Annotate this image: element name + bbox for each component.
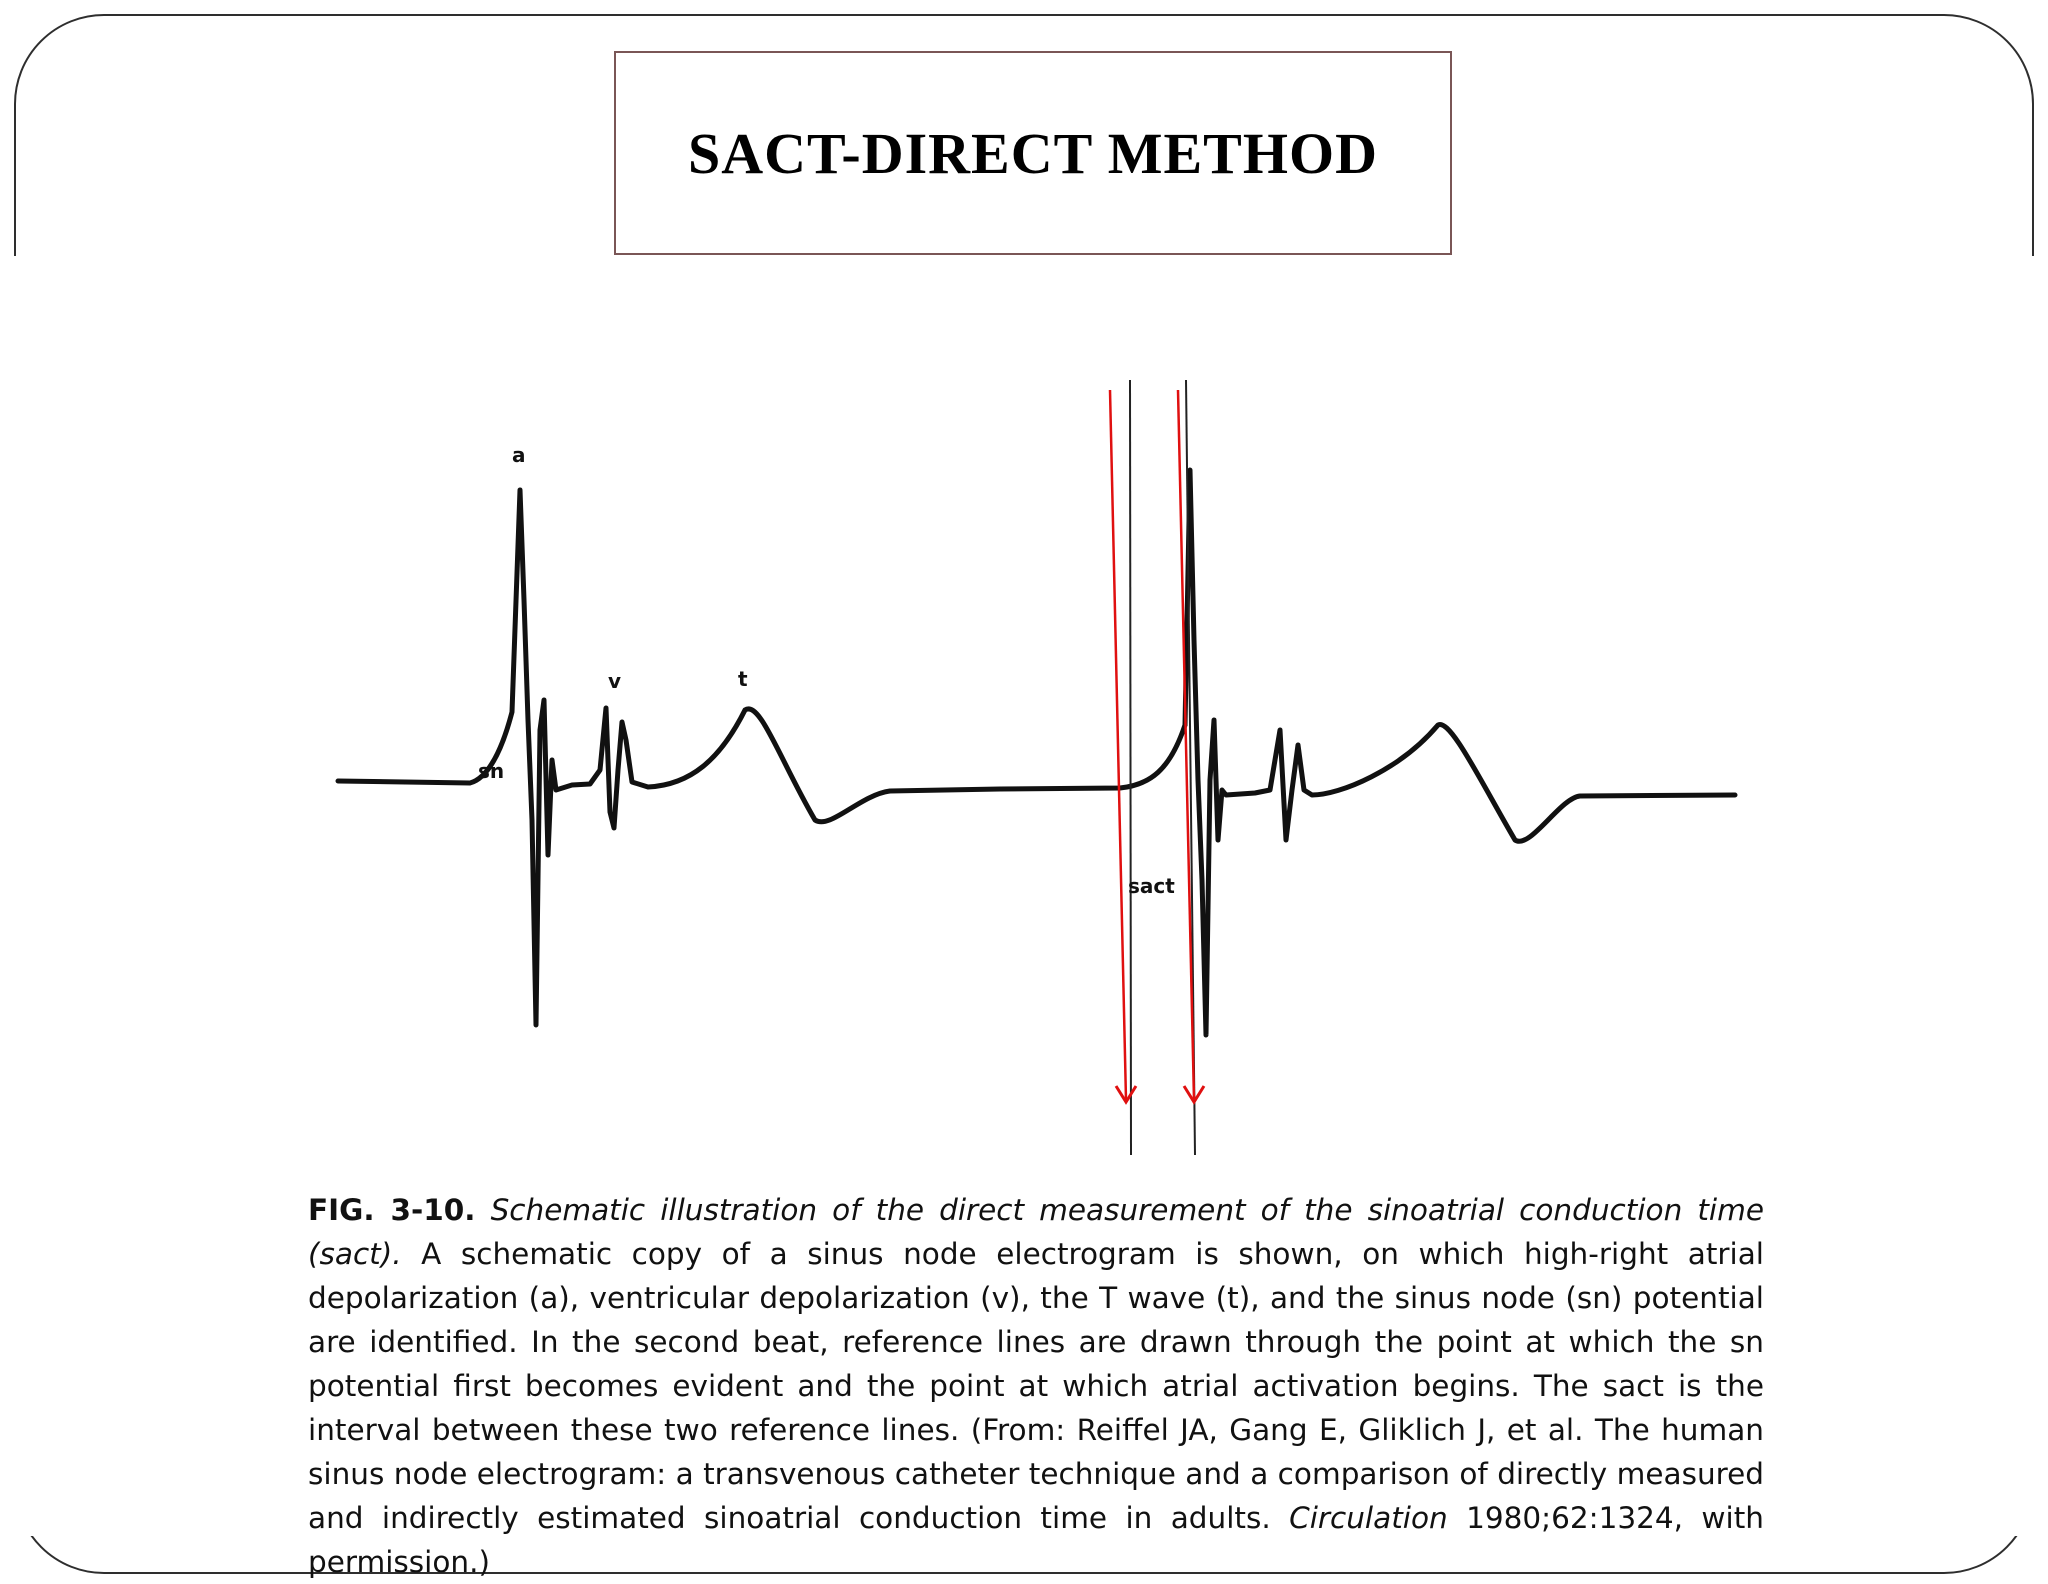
arrow-line-sn-onset — [1110, 390, 1126, 1100]
reference-line-sn-onset — [1130, 380, 1131, 1155]
electrogram-trace-beat-1 — [338, 490, 1185, 1025]
caption-body: A schematic copy of a sinus node electrogram is shown, on which high-right atrial depolarization (a), ventricular depolarization (v), the T wave (t), and the sinus node (sn) potential are identified. In the second beat, reference lines are drawn through the point at which the sn potential first becomes evident and the point at which atrial activation begins. The sact is the interval between these two reference lines. (From: Reiffel JA, Gang E, Gliklich J, et al. The human sinus node electrogram: a transvenous catheter technique and a comparison of directly measured and indirectly estimated sinoatrial conduction time in adults. — [308, 1237, 1764, 1535]
label-sn: sn — [478, 759, 505, 783]
caption-fig-number: FIG. 3-10. — [308, 1193, 476, 1227]
slide-title: SACT-DIRECT METHOD — [688, 120, 1378, 186]
caption-citation-end: 1980;62:1324, with permission.) — [308, 1501, 1764, 1579]
caption-journal: Circulation — [1289, 1501, 1448, 1535]
label-a: a — [512, 443, 526, 467]
caption-title: Schematic illustration of the direct measurement of the sinoatrial conduction time (sact). — [308, 1193, 1764, 1271]
label-t: t — [738, 667, 748, 691]
electrogram-trace-beat-2 — [1185, 470, 1735, 1035]
label-sact: sact — [1128, 874, 1175, 898]
label-v: v — [608, 669, 622, 693]
figure-caption — [308, 1188, 1764, 1584]
